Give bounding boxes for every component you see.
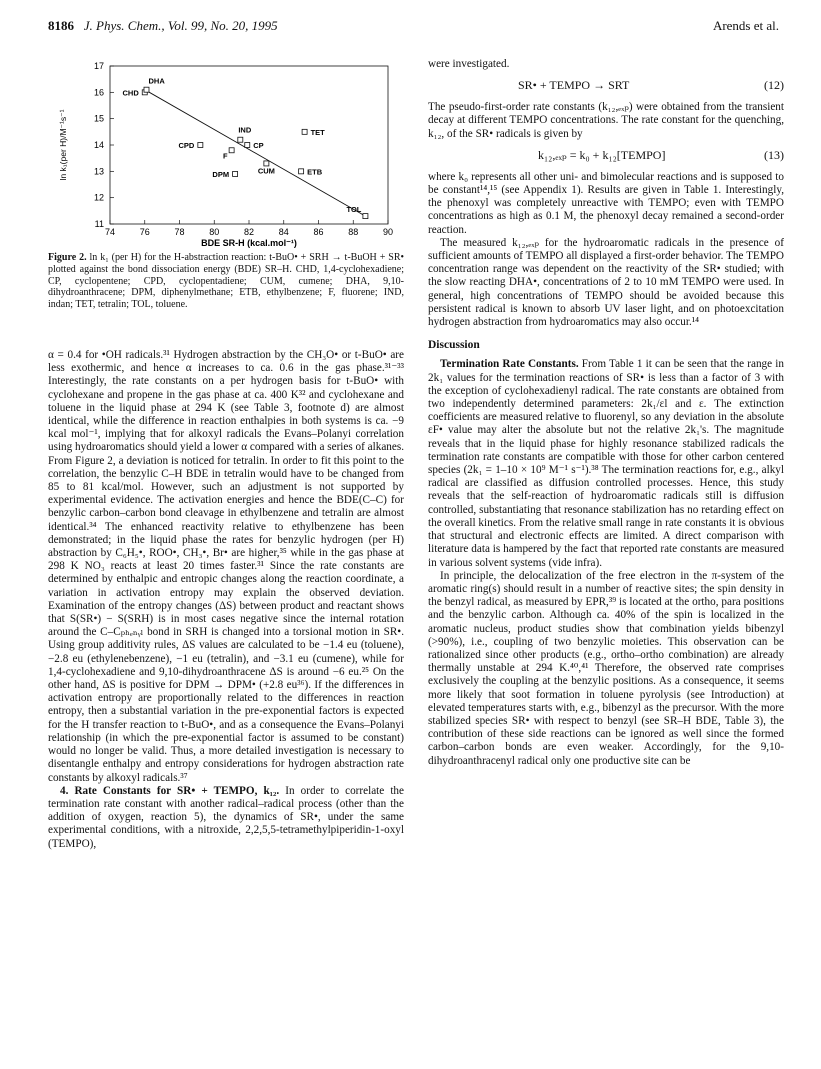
paragraph-pseudo-first-order: The pseudo-first-order rate constants (k₁₂,ₑₓₚ) were obtained from the transient decay at different TEMPO concentrations. The rate constant for the quenching, k₁₂, of the SR• radicals is given by bbox=[428, 101, 784, 140]
paragraph-delocalization: In principle, the delocalization of the free electron in the π-system of the aromatic ring(s) should result in a number of reactive sites; the spin density in the benzyl radical, as measured by EPR,³⁹ is located at the ortho, para positions and the benzylic carbon. Although ca. 40% of the spin is localized in the aromatic nucleus, product studies show that combination yields bibenzyl (>90%), i.e., coupling of two benzylic moieties. This observation can be rationalized since other products (e.g., ortho–ortho combination) are already thermally unstable at 294 K.⁴⁰,⁴¹ Therefore, the observed rate comprises exclusively the coupling at the benzylic positions. As a consequence, it seems more likely that soot formation in toluene pyrolysis (see Introduction) at elevated temperatures starts with, e.g., bibenzyl as the precursor. With the more stabilized species SR• with respect to benzyl (see SR–H BDE, Table 3), the contribution of these side reactions can be ignored as well since the formed carbon–carbon bonds are even weaker. Accordingly, for the 9,10-dihydroanthracenyl radical only one productive site can be bbox=[428, 569, 784, 767]
x-tick-label: 86 bbox=[313, 227, 324, 237]
data-point bbox=[363, 214, 368, 219]
y-tick-label: 17 bbox=[93, 61, 104, 71]
paragraph-termination bbox=[428, 358, 784, 569]
point-label: TET bbox=[310, 127, 325, 137]
point-label: DPM bbox=[212, 169, 230, 179]
page-header bbox=[48, 18, 779, 40]
equation-12-text: SR• + TEMPO → SRT bbox=[518, 78, 630, 93]
header-authors: Arends et al. bbox=[712, 18, 779, 33]
figure-2-chart bbox=[48, 58, 404, 250]
point-label: TOL bbox=[346, 205, 362, 215]
y-tick-label: 14 bbox=[93, 140, 104, 150]
y-tick-label: 12 bbox=[93, 192, 104, 203]
chart-svg bbox=[48, 58, 404, 250]
paragraph-measured-k12: The measured k₁₂,ₑₓₚ for the hydroaromatic radicals in the presence of sufficient amounts of TEMPO all displayed a first-order behavior. The TEMPO concentration range was dependent on the reactivity of the SR• studied; with the slow reacting DHA•, concentrations of 2 to 10 mM TEMPO were used. In general, high concentrations of TEMPO should be avoided because this persistent radical is known to absorb UV laser light, and on photoexcitation hydrogen abstraction from hydroaromatics may also occur.¹⁴ bbox=[428, 236, 784, 329]
data-point bbox=[233, 171, 238, 176]
discussion-heading: Discussion bbox=[428, 339, 480, 352]
data-point bbox=[238, 137, 243, 142]
x-tick-label: 74 bbox=[104, 227, 116, 237]
point-label: CP bbox=[253, 141, 264, 150]
data-point bbox=[299, 169, 304, 174]
x-tick-label: 80 bbox=[209, 227, 220, 237]
y-tick-label: 11 bbox=[94, 219, 104, 229]
x-tick-label: 76 bbox=[139, 227, 150, 237]
x-tick-label: 82 bbox=[243, 227, 255, 237]
point-label: ETB bbox=[307, 167, 323, 177]
section-4-heading: 4. Rate Constants for SR• + TEMPO, k₁₂. bbox=[60, 784, 280, 797]
termination-heading: Termination Rate Constants. bbox=[440, 358, 579, 371]
caption-label: Figure 2. bbox=[48, 252, 87, 263]
x-tick-label: 90 bbox=[382, 227, 394, 237]
page-number: 8186 bbox=[48, 18, 74, 33]
equation-13-text: k₁₂,ₑₓₚ = k₀ + k₁₂[TEMPO] bbox=[538, 147, 666, 162]
x-tick-label: 84 bbox=[278, 227, 289, 237]
paragraph-section-4 bbox=[48, 785, 404, 851]
left-column-body bbox=[48, 349, 404, 851]
fit-line bbox=[145, 90, 366, 216]
x-tick-label: 78 bbox=[174, 227, 185, 237]
data-point bbox=[245, 143, 250, 148]
point-label: CUM bbox=[257, 166, 275, 176]
x-axis-label: BDE SR-H (kcal.mol⁻¹) bbox=[201, 238, 297, 248]
y-tick-label: 15 bbox=[93, 113, 104, 124]
caption-text: ln k₁ (per H) for the H-abstraction reaction: t-BuO• + SRH → t-BuOH + SR• plotted against the bond dissociation energy (BDE) SR–H. CHD, 1,4-cyclohexadiene; CP, cyclopentene; CPD, cyclopentadiene; CUM, cumene; DHA, 9,10-dihydroanthracene; DPM, diphenylmethane; ETB, ethylbenzene; F, fluorene; IND, indan; TET, tetralin; TOL, toluene. bbox=[48, 252, 404, 311]
point-label: F bbox=[223, 151, 228, 161]
right-column-body bbox=[428, 58, 784, 768]
point-label: CPD bbox=[178, 141, 195, 150]
equation-12-number: (12) bbox=[764, 78, 784, 93]
paragraph-k0: where k₀ represents all other uni- and bimolecular reactions and is supposed to be constant¹⁴,¹⁵ (see Appendix 1). Results are given in Table 1. Interestingly, the phenoxyl was completely unreactive with TEMPO; even with TEMPO concentrations as high as 0.1 M, the phenoxyl decay remained a second-order reaction. bbox=[428, 170, 784, 236]
y-tick-label: 13 bbox=[93, 166, 104, 177]
data-point bbox=[302, 129, 307, 134]
point-label: CHD bbox=[122, 88, 139, 98]
y-tick-label: 16 bbox=[93, 87, 104, 98]
data-point bbox=[229, 148, 234, 153]
data-point bbox=[198, 143, 203, 148]
equation-12 bbox=[428, 71, 784, 101]
figure-caption bbox=[48, 252, 404, 311]
data-point bbox=[144, 87, 149, 92]
paragraph-evans-polanyi: α = 0.4 for •OH radicals.³¹ Hydrogen abstraction by the CH₃O• or t-BuO• are less exothermic, and hence α increases to ca. 0.6 in the gas phase.³¹⁻³³ Interestingly, the rate constants on a per hydrogen basis for t-BuO• with cyclohexane and propene in the gas phase at ca. 400 K³² and cyclohexane and toluene in the liquid phase at 294 K (see Table 3, footnote d) are almost identical, while the difference in reaction enthalpies in both systems is ca. −9 kcal mol⁻¹, implying that for alkoxyl radicals the Evans–Polanyi correlation using hydroaromatics should yield a lower α compared with a series of alkanes. From Figure 2, a deviation is noticed for tetralin. In order to fit this point to the correlation, the benzylic C–H BDE in tetralin would have to be changed from 85 to 81 kcal/mol. However, such an adjustment is not supported by experimental evidence. The activation energies and hence the BDE(C–C) for benzylic carbon–carbon bond cleavage in ethylbenzene and tetralin are almost identical.³⁴ The enhanced reactivity relative to ethylbenzene has been demonstrated; in the liquid phase the rates for benzylic hydrogen (per H) abstraction by C₆H₅•, ROO•, CH₃•, Br• are higher,³⁵ while in the gas phase at 298 K NO₃ reacts at least 20 times faster.³¹ Since the rate constants are determined by enthalpic and entropic changes along the reaction coordinate, a variation in activation entropy may explain the observed deviation. Examination of the entropy changes (ΔS) between product and reactant shows that S(SR•) − S(SRH) is in most cases negative since the internal rotation around the C–Cₚₕₑₙᵧₗ bond in SRH is changed into a torsional motion in SR•. Using group additivity rules, ΔS values are calculated to be −1.4 eu (toluene), −2.8 eu (ethylenebenzene), −1 eu (tetralin), and −3.1 eu (cumene), while for 1,4-cyclohexadiene and 9,10-dihydroanthracene ΔS is around −6 eu.²⁵ On the other hand, ΔS is positive for DPM → DPM• (+2.8 eu³⁶). If the differences in activation entropy are proportionally related to the differences in reaction entropy, then a substantial variation in the pre-exponential factors is expected for the H transfer reaction to t-BuO•, and as a consequence the Evans–Polanyi relationship (in which the pre-exponential factor is assumed to be constant) would no longer be valid. Thus, a more detailed investigation is necessary to disentangle enthalpy and entropy considerations for hydrogen abstraction rate constants by alkoxyl radicals.³⁷ bbox=[48, 349, 404, 784]
x-tick-label: 88 bbox=[348, 227, 359, 237]
journal-citation: J. Phys. Chem., Vol. 99, No. 20, 1995 bbox=[83, 18, 278, 33]
y-axis-label: ln k₁(per H)/M⁻¹s⁻¹ bbox=[58, 109, 68, 181]
section-4-text: In order to correlate the termination rate constant with another radical–radical process (other than the addition of oxygen, reaction 5), the dynamics of SR•, under the same experimental conditions, with a nitroxide, 2,2,5,5-tetramethylpiperidin-1-oxyl (TEMPO), bbox=[48, 784, 404, 850]
termination-text: From Table 1 it can be seen that the range in 2k₁ values for the termination reactions of SR• is less than a factor of 3 with the exception of cyclohexadienyl radical. The rate constants are obtained from two independently determined parameters: 2k₁/εl and ε. The extinction coefficients are measured relative to fluorenyl, so any deviation in the absolute εF• value may alter the absolute but not the relative 2k₁'s. The magnitude reveals that in the liquid phase for highly resonance stabilized radicals the termination rate constants are compatible with those for other carbon centered species (2k₁ = 1–10 × 10⁹ M⁻¹ s⁻¹).³⁸ The termination reactions for, e.g., alkyl radical are classified as diffusion controlled processes. Hence, this study reveals that the self-reaction of hydroaromatic radicals still is diffusion controlled, substantiating that resonance stabilization has no retarding effect on the overall kinetics. From the relative small range in rate constants it is obvious that structural and electronic effects are limited. A direct comparison with literature data is hampered by the fact that reported rate constants are measured in various solvent systems (vide infra). bbox=[428, 358, 784, 569]
equation-13-number: (13) bbox=[764, 147, 784, 162]
point-label: DHA bbox=[148, 76, 165, 86]
data-point bbox=[264, 161, 269, 166]
paragraph-continued: were investigated. bbox=[428, 58, 510, 70]
point-label: IND bbox=[238, 125, 252, 135]
header-left bbox=[48, 18, 278, 34]
equation-13 bbox=[428, 141, 784, 171]
